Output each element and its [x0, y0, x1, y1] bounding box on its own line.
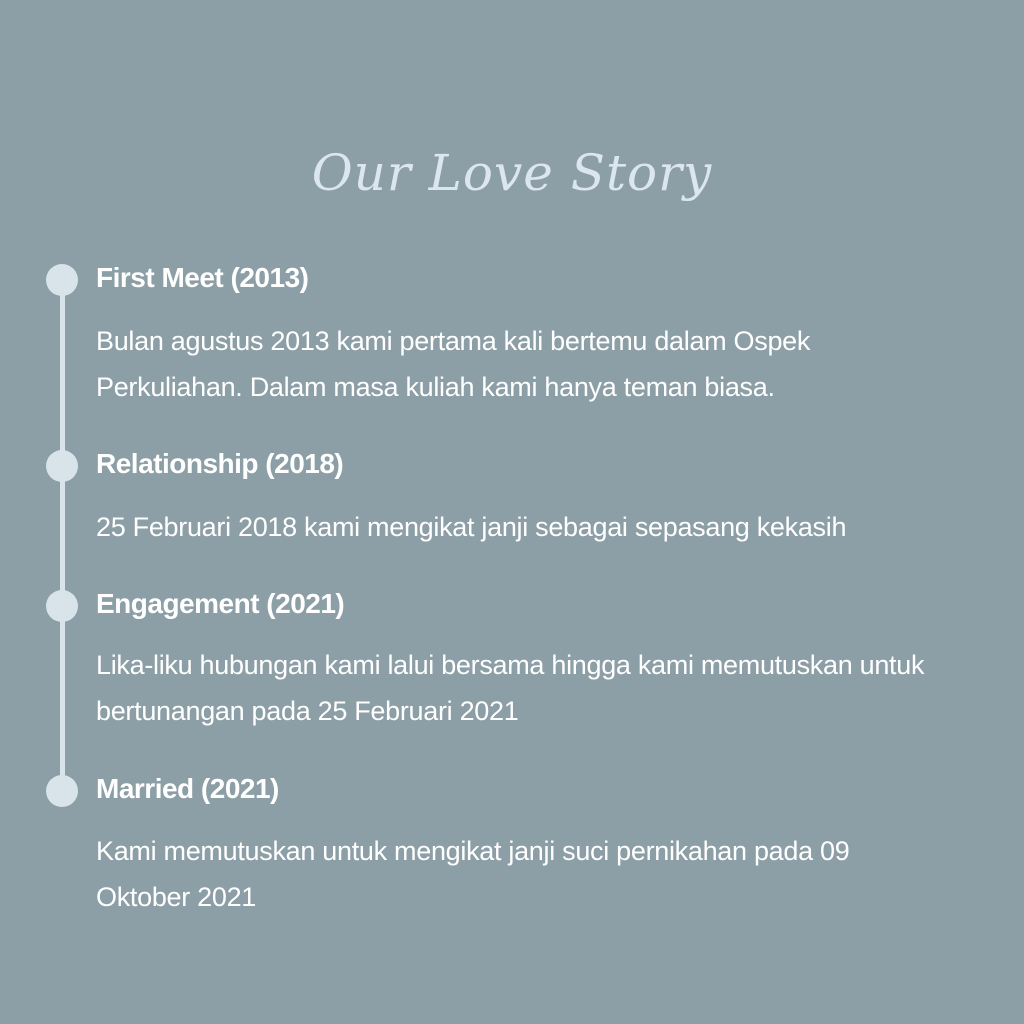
timeline-title-relationship: Relationship (2018) [96, 448, 344, 479]
timeline-dot-relationship [46, 450, 78, 482]
section-title: Our Love Story [311, 144, 713, 202]
timeline-dot-engagement [46, 590, 78, 622]
timeline-description-relationship: 25 Februari 2018 kami mengikat janji sebagai sepasang kekasih [96, 512, 847, 542]
timeline-dot-married [46, 775, 78, 807]
timeline-title-first-meet: First Meet (2013) [96, 262, 309, 293]
timeline-dot-first-meet [46, 264, 78, 296]
timeline-description-engagement: Lika-liku hubungan kami lalui bersama hingga kami memutuskan untuk bertunangan pada 25 Februari 2021 [96, 650, 925, 726]
timeline-description-first-meet: Bulan agustus 2013 kami pertama kali bertemu dalam Ospek Perkuliahan. Dalam masa kuliah kami hanya teman biasa. [96, 326, 811, 402]
timeline-title-married: Married (2021) [96, 773, 279, 804]
timeline-description-married: Kami memutuskan untuk mengikat janji suci pernikahan pada 09 Oktober 2021 [96, 836, 850, 912]
timeline-line [60, 280, 65, 790]
timeline-title-engagement: Engagement (2021) [96, 588, 345, 619]
